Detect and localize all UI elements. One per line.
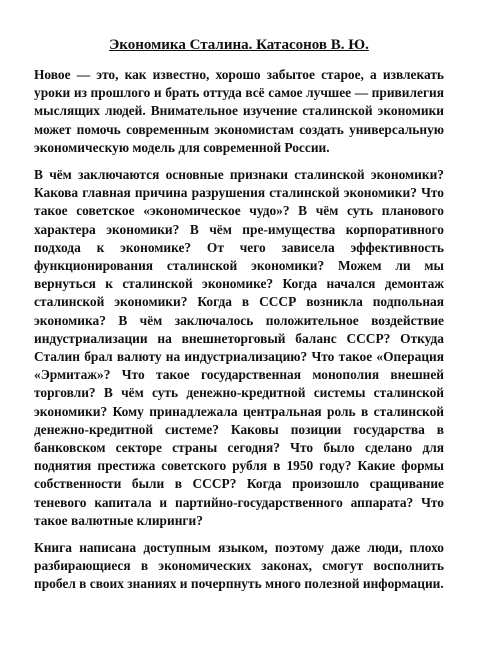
paragraph-intro: Новое — это, как известно, хорошо забытое старое, а извлекать уроки из прошлого и брать оттуда всё самое лучшее — привилегия мыслящих людей. Внимательное изучение сталинской экономики может помочь современным экономистам создать универсальную экономическую модель для современной России.: [34, 67, 444, 155]
document-page: [34, 36, 444, 603]
paragraph-conclusion: Книга написана доступным языком, поэтому даже люди, плохо разбирающиеся в экономических законах, смогут восполнить пробел в своих знаниях и почерпнуть много полезной информации.: [34, 540, 444, 592]
document-title: Экономика Сталина. Катасонов В. Ю.: [109, 37, 369, 53]
paragraph-questions: В чём заключаются основные признаки сталинской экономики? Какова главная причина разрушения сталинской экономики? Что такое советское «экономическое чудо»? В чём суть планового характера экономики? В чём пре-имущества корпоративного подхода к экономике? От чего зависела эффективность функционирования сталинской экономики? Можем ли мы вернуться к сталинской экономике? Когда начался демонтаж сталинской экономики? Когда в СССР возникла подпольная экономика? В чём заключалось положительное воздействие индустриализации на внешнеторговый баланс СССР? Откуда Сталин брал валюту на индустриализацию? Что такое «Операция «Эрмитаж»? Что такое государственная монополия внешней торговли? В чём суть денежно-кредитной системы сталинской экономики? Кому принадлежала центральная роль в сталинской денежно-кредитной системе? Каковы позиции государства в банковском секторе страны сегодня? Что было сделано для поднятия престижа советского рубля в 1950 году? Какие формы собственности были в СССР? Когда произошло сращивание теневого капитала и партийно-государственного аппарата? Что такое валютные клиринги?: [34, 167, 444, 528]
